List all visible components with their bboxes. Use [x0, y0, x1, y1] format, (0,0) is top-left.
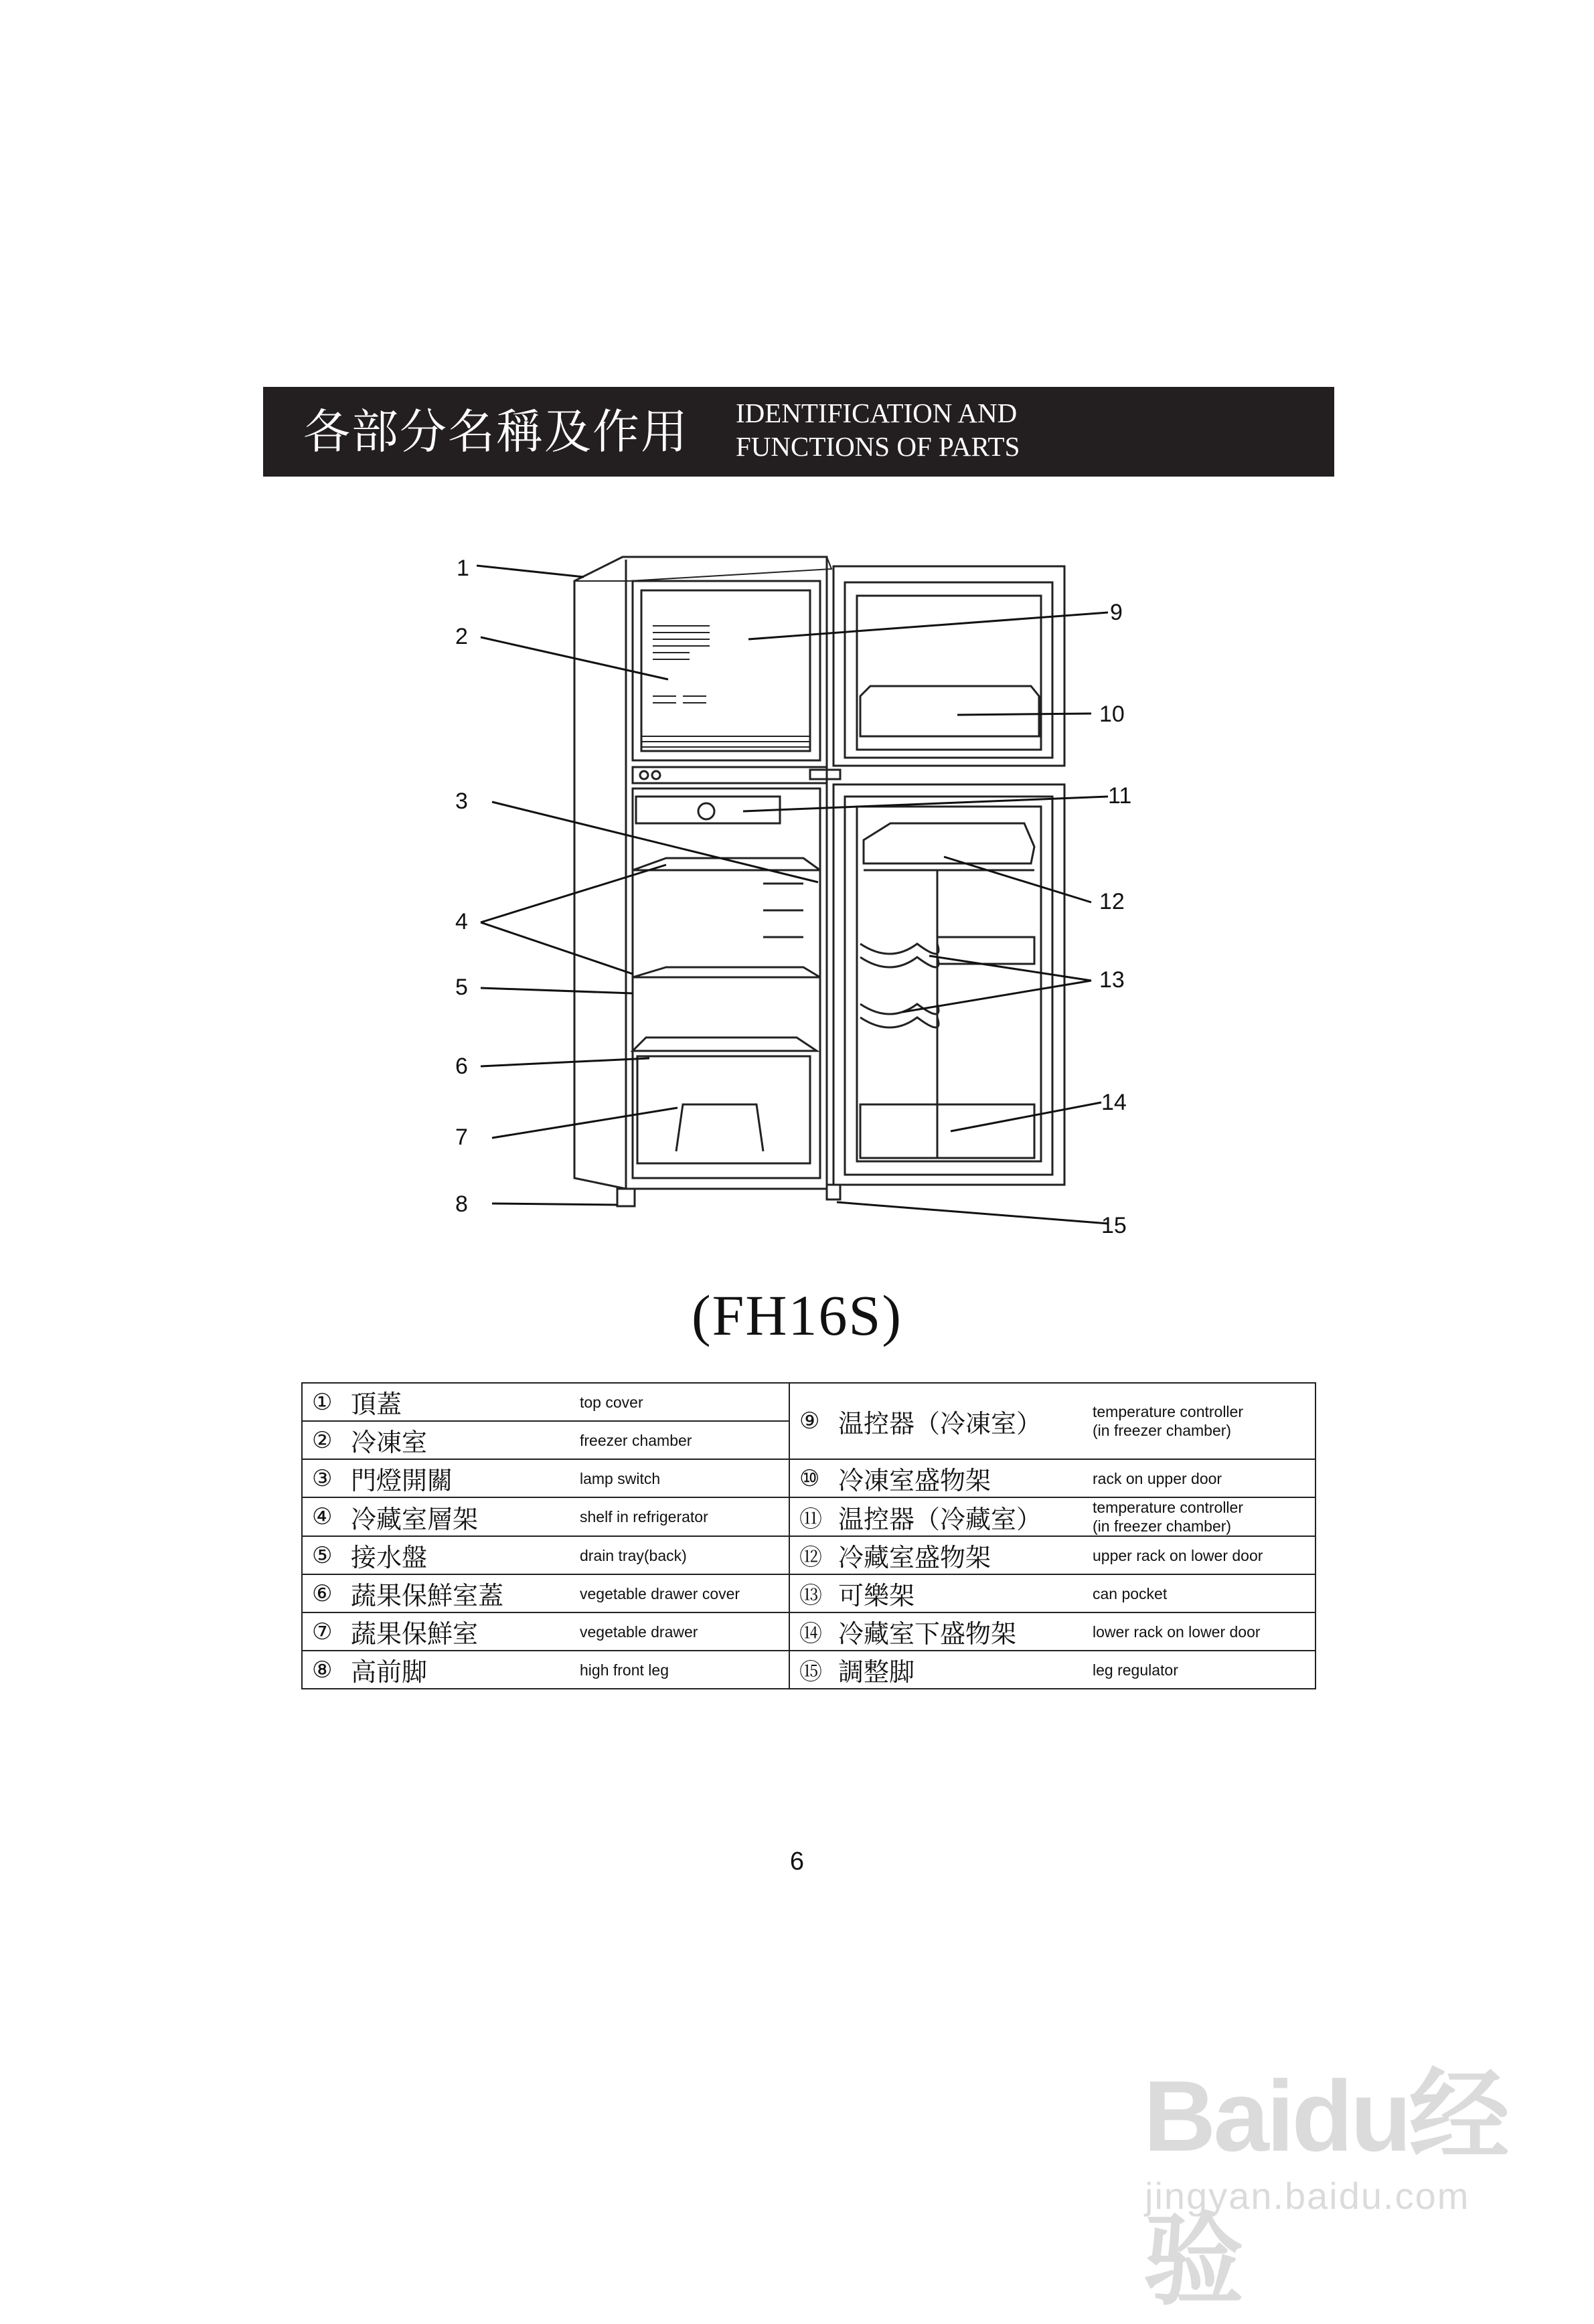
part-cell: [302, 1497, 789, 1536]
table-row: [302, 1497, 1316, 1536]
part-name-en: lower rack on lower door: [1093, 1623, 1261, 1641]
part-name-zh: 接水盤: [351, 1543, 428, 1572]
callout-14: 14: [1101, 1090, 1127, 1115]
part-cell: [302, 1421, 789, 1459]
model-name: (FH16S): [691, 1283, 903, 1347]
part-number: ②: [312, 1426, 333, 1454]
part-name-en: can pocket: [1093, 1584, 1168, 1602]
callout-4: 4: [455, 909, 468, 934]
watermark-url: jingyan.baidu.com: [1145, 2175, 1470, 2217]
section-title-zh: 各部分名稱及作用: [303, 404, 689, 459]
callout-9: 9: [1110, 600, 1123, 625]
fridge-body: [574, 557, 1064, 1206]
part-number: ⑮: [799, 1659, 822, 1685]
part-number: ⑭: [799, 1621, 822, 1647]
part-cell: [789, 1383, 1316, 1459]
part-number: ①: [312, 1388, 333, 1416]
part-cell: [302, 1536, 789, 1574]
part-name-en: top cover: [580, 1393, 643, 1411]
part-number: ⑧: [312, 1656, 333, 1683]
part-name-zh: 冷凍室: [351, 1428, 428, 1457]
part-number: ⑪: [799, 1505, 822, 1533]
part-cell: [302, 1651, 789, 1689]
callout-10: 10: [1099, 701, 1125, 727]
table-row: [302, 1536, 1316, 1574]
part-name-zh: 蔬果保鮮室: [351, 1619, 479, 1649]
part-cell: [789, 1612, 1316, 1651]
part-cell: [302, 1612, 789, 1651]
part-number: ⑤: [312, 1542, 333, 1569]
part-name-zh: 冷藏室盛物架: [838, 1543, 991, 1572]
part-name-en-line2: (in freezer chamber): [1093, 1517, 1232, 1535]
part-cell: [789, 1497, 1316, 1536]
callout-13: 13: [1099, 967, 1125, 993]
part-name-en: rack on upper door: [1093, 1469, 1222, 1487]
part-name-en: high front leg: [580, 1661, 669, 1679]
part-name-en: freezer chamber: [580, 1431, 692, 1449]
part-number: ⑫: [799, 1544, 822, 1571]
part-name-en-line1: temperature controller: [1093, 1499, 1243, 1516]
callout-numbers: [455, 556, 1131, 1238]
part-number: ⑬: [799, 1582, 822, 1609]
part-name-zh: 冷藏室層架: [351, 1504, 479, 1534]
part-name-en-line2: (in freezer chamber): [1093, 1422, 1232, 1439]
callout-1: 1: [457, 556, 469, 581]
part-name-zh: 可樂架: [838, 1581, 915, 1610]
callout-6: 6: [455, 1054, 468, 1079]
part-number: ③: [312, 1465, 333, 1492]
part-name-en: [1093, 1498, 1243, 1536]
part-number: ④: [312, 1503, 333, 1530]
part-name-en: lamp switch: [580, 1469, 661, 1487]
part-name-zh: 蔬果保鮮室蓋: [351, 1581, 504, 1610]
part-name-zh: 温控器（冷凍室）: [838, 1408, 1042, 1438]
part-number: ⑥: [312, 1580, 333, 1607]
part-name-en: leg regulator: [1093, 1661, 1178, 1679]
part-cell: [302, 1459, 789, 1497]
callout-8: 8: [455, 1191, 468, 1217]
part-cell: [789, 1459, 1316, 1497]
table-row: [302, 1612, 1316, 1651]
part-name-en: upper rack on lower door: [1093, 1546, 1263, 1564]
callout-2: 2: [455, 624, 468, 649]
section-title-en-line2: FUNCTIONS OF PARTS: [736, 431, 1020, 462]
table-row: [302, 1459, 1316, 1497]
table-row: [302, 1651, 1316, 1689]
freezer-vents: [641, 626, 810, 747]
part-cell: [302, 1383, 789, 1421]
part-name-en: vegetable drawer cover: [580, 1584, 740, 1602]
part-name-zh: 門燈開關: [351, 1466, 453, 1495]
table-row: [302, 1574, 1316, 1612]
callout-7: 7: [455, 1125, 468, 1150]
part-name-zh: 温控器（冷藏室）: [838, 1504, 1042, 1534]
callout-5: 5: [455, 975, 468, 1000]
callout-3: 3: [455, 788, 468, 814]
part-name-zh: 調整脚: [838, 1657, 915, 1687]
leader-lines: [477, 566, 1108, 1224]
section-title-en-line1: IDENTIFICATION AND: [736, 398, 1018, 428]
part-name-zh: 高前脚: [351, 1657, 428, 1687]
part-name-en: vegetable drawer: [580, 1623, 698, 1641]
baidu-watermark: [1138, 2008, 1540, 2317]
part-number: ⑨: [799, 1408, 820, 1434]
part-name-zh: 冷藏室下盛物架: [838, 1619, 1017, 1649]
callout-12: 12: [1099, 889, 1125, 914]
parts-table: [301, 1382, 1316, 1689]
part-cell: [789, 1651, 1316, 1689]
part-cell: [789, 1574, 1316, 1612]
callout-11: 11: [1108, 783, 1132, 809]
part-cell: [302, 1574, 789, 1612]
part-name-en: [1093, 1402, 1243, 1440]
part-name-en: shelf in refrigerator: [580, 1508, 708, 1525]
part-name-en: drain tray(back): [580, 1546, 687, 1564]
part-name-en-line1: temperature controller: [1093, 1403, 1243, 1420]
part-name-zh: 冷凍室盛物架: [838, 1466, 991, 1495]
part-number: ⑩: [799, 1465, 820, 1492]
page-number: 6: [789, 1847, 805, 1876]
table-row: [302, 1383, 1316, 1421]
part-cell: [789, 1536, 1316, 1574]
part-name-zh: 頂蓋: [351, 1390, 402, 1419]
watermark-brand: Baidu经验: [1143, 2060, 1507, 2317]
part-number: ⑦: [312, 1618, 333, 1645]
callout-15: 15: [1101, 1213, 1127, 1238]
